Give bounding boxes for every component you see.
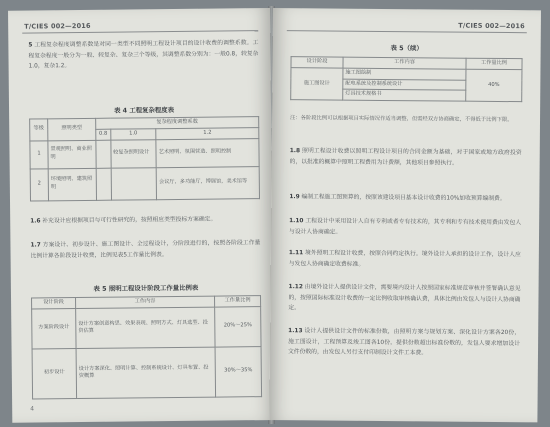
para-number: 1.13 <box>288 328 303 335</box>
table-5 <box>31 295 262 399</box>
table5-cont-caption: 表 5（续） <box>390 44 423 53</box>
table-cell <box>96 140 111 168</box>
table-header: 设计阶段 <box>291 57 343 68</box>
table-cell <box>96 168 111 200</box>
para-1-13 <box>288 326 520 360</box>
table-cell: 施工图绘制 <box>343 68 466 80</box>
table-cell: 设计方案深化、照明计算、控制系统设计、灯具布置、投资概算 <box>76 347 216 398</box>
table-cell: 景观照明、商业照明 <box>48 140 96 169</box>
para-number: 1.10 <box>289 218 304 225</box>
para-number: 1.9 <box>289 194 300 201</box>
para-text: 照明工程设计收费以照明工程设计项目的合同金额为基础，对于国家或地方政府投资的，以批准的概算中照明工程费用为计费额，其他项目参照执行。 <box>289 148 522 167</box>
para-text: 编制工程施工图预算的，按照该建设项目基本设计收费的10%加收预算编制费。 <box>301 194 506 203</box>
para-number: 1.11 <box>288 250 304 257</box>
table-cell: 方案阶段设计 <box>32 308 76 348</box>
table-cell: 30%～35% <box>215 346 262 396</box>
table-cell: 艺术照明、氛围营造、照明控制 <box>156 138 259 167</box>
table-5-continued <box>290 56 522 102</box>
header-rule <box>287 30 527 33</box>
table-header: 0.8 <box>96 129 111 140</box>
para-text: 设计人提供设计文件的标准份数，由照明方案与规划方案、深化设计方案各20份，施工图设计，工程预算及竣工图各10份，提供份数超出标准份数的，发包人要求增加设计文件份数的，由发包人另行支付印制设计文件工本费。 <box>287 328 521 357</box>
table-header: 设计阶段 <box>32 298 76 309</box>
para-text: 工程复杂程度调整系数是对同一类型不同照明工程设计项目的设计收费的调整系数。工程复杂程度一般分为一般、较复杂、复杂三个等级，其调整系数分别为：一般0.8，较复杂1.0，复杂1.2。 <box>28 40 259 70</box>
table-cell: 设计方案创意构思、效果表现、照明方式、灯具选型、投资估算 <box>76 307 215 348</box>
table-note: 注：各阶段比例可以根据项目实际情况作适当调整，但需经双方协商确定，不得低于比例下限。 <box>290 115 513 124</box>
table-header: 工作量比例 <box>215 296 261 307</box>
para-number: 1.7 <box>30 242 41 249</box>
para-5 <box>28 38 258 72</box>
table-header: 工作内容 <box>76 296 215 308</box>
table-cell: 较复杂照明设计 <box>110 139 156 167</box>
table5-caption: 表 5 照明工程设计阶段工作量比例表 <box>93 283 199 293</box>
right-page-header: T/CIES 002—2016 <box>458 21 525 31</box>
para-1-10 <box>289 216 521 239</box>
table-header: 工作量比例 <box>466 58 522 69</box>
para-text: 补充设计应根据项目与可行性研究的，按照相应类型投标方案确定。 <box>42 216 217 225</box>
para-text: 方案设计、初步设计、施工图设计、全过程设计，分阶段进行的，按照各阶段工作量比例计算各阶段设计收费，比例见表5工作量比例表。 <box>30 240 261 260</box>
table-header: 等级 <box>30 119 48 141</box>
para-1-7 <box>30 238 260 262</box>
para-1-6 <box>30 214 260 227</box>
table-cell: 40% <box>466 69 522 102</box>
left-page <box>8 8 274 423</box>
para-number: 5 <box>28 42 33 49</box>
para-number: 1.6 <box>30 218 41 225</box>
table-cell: 灯具技术规格书 <box>343 90 466 102</box>
page-number: 4 <box>30 405 35 413</box>
table-header: 1.0 <box>110 128 156 139</box>
right-page <box>269 8 541 422</box>
para-1-11 <box>289 248 521 271</box>
table-header: 工作内容 <box>343 57 466 69</box>
table-cell <box>111 167 157 199</box>
para-text: 工程设计中采用设计人自有专利或者专有技术的，其专利和专有技术使用费由发包人与设计人协商确定。 <box>289 218 522 236</box>
para-1-12 <box>288 282 520 316</box>
table-cell: 初步设计 <box>32 348 77 398</box>
table-cell: 1 <box>30 140 48 168</box>
header-rule <box>22 30 258 33</box>
table-cell: 20%～25% <box>215 306 261 346</box>
para-text: 境外照明工程设计收费，按照合同约定执行。境外设计人承担的设计工作，设计人应与发包人协商确定收费标准。 <box>288 250 521 268</box>
para-text: 由境外设计人提供设计文件，需要境内设计人按照国家标准规范审核并签署确认意见的，按照国际标准设计收费的一定比例收取审核确认费，具体比例由发包人与设计人协商确定。 <box>288 284 521 312</box>
para-1-8 <box>290 146 522 169</box>
table-cell: 配电系统及控制系统设计 <box>343 79 466 91</box>
table-cell: 施工图设计 <box>291 67 343 100</box>
table-header: 照明类型 <box>48 118 96 140</box>
table4-caption: 表 4 工程复杂程度表 <box>114 106 175 115</box>
table-4 <box>29 116 260 201</box>
table-header: 复杂程度调整系数 <box>96 117 259 130</box>
table-cell: 2 <box>30 168 48 200</box>
para-number: 1.12 <box>288 284 303 291</box>
left-page-header: T/CIES 002—2016 <box>24 21 91 31</box>
table-header: 1.2 <box>156 127 259 139</box>
para-1-9 <box>289 192 521 205</box>
table-cell: 会议厅，多功能厅，博展馆，美术馆等 <box>156 166 259 199</box>
para-number: 1.8 <box>289 148 301 155</box>
table-cell: 环境照明、建筑照明 <box>48 168 96 201</box>
